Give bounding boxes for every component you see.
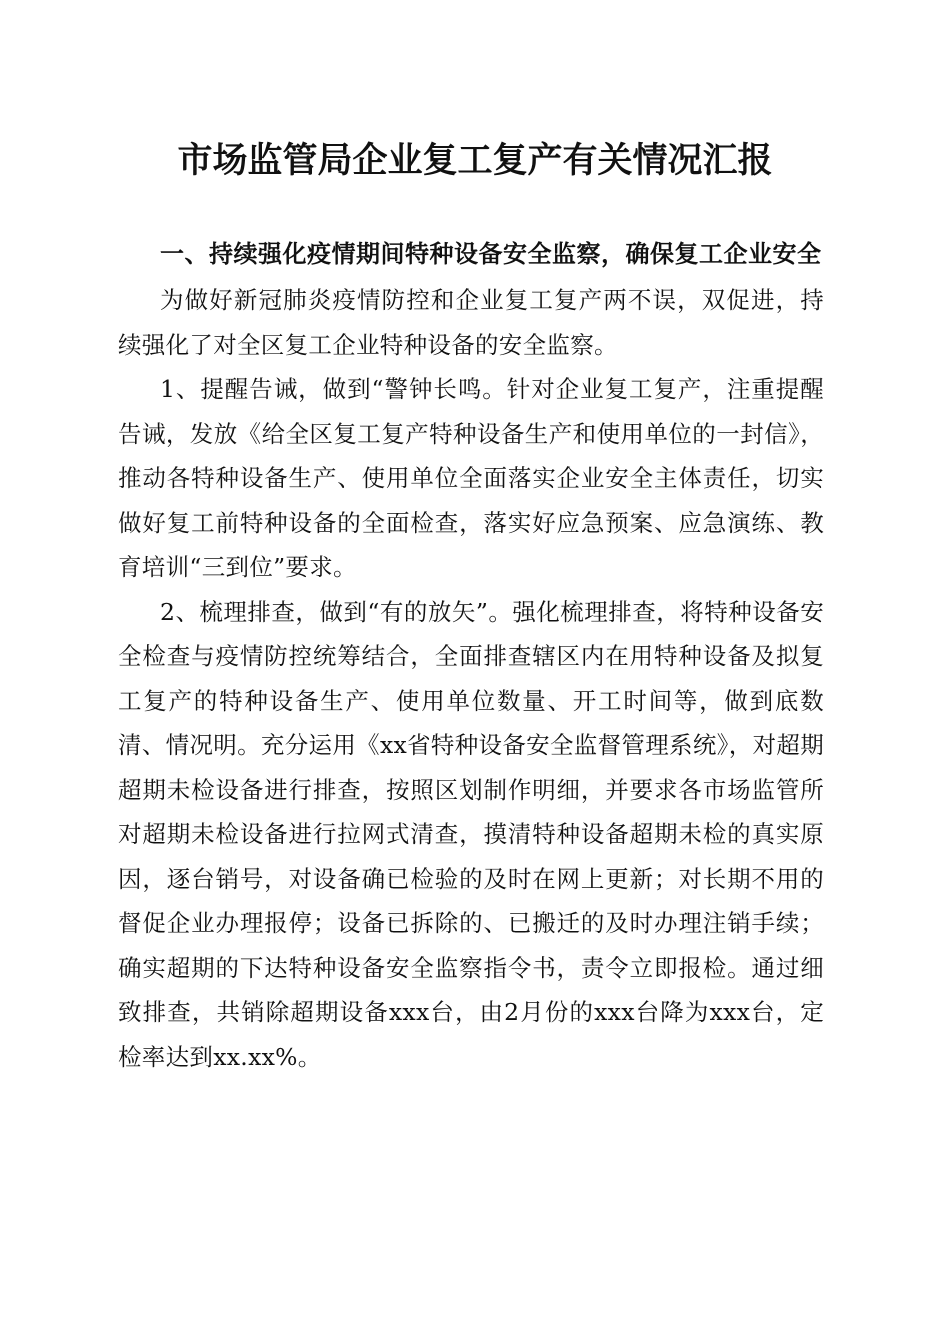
section-heading: 一、持续强化疫情期间特种设备安全监察，确保复工企业安全 [160, 240, 822, 268]
paragraph-inspection: 2、梳理排查，做到“有的放矢”。强化梳理排查，将特种设备安全检查与疫情防控统筹结合，全面排查辖区内在用特种设备及拟复工复产的特种设备生产、使用单位数量、开工时间等，做到底数清、情况明。充分运用《xx省特种设备安全监督管理系统》，对超期超期未检设备进行排查，按照区划制作明细，并要求各市场监管所对超期未检设备进行拉网式清查，摸清特种设备超期未检的真实原因，逐台销号，对设备确已检验的及时在网上更新；对长期不用的督促企业办理报停；设备已拆除的、已搬迁的及时办理注销手续；确实超期的下达特种设备安全监察指令书，责令立即报检。通过细致排查，共销除超期设备xxx台，由2月份的xxx台降为xxx台，定检率达到xx.xx%。 [118, 597, 824, 1071]
document-body [118, 232, 824, 1079]
paragraph-intro: 为做好新冠肺炎疫情防控和企业复工复产两不误，双促进，持续强化了对全区复工企业特种设备的安全监察。 [118, 286, 824, 359]
paragraph-reminder: 1、提醒告诫，做到“警钟长鸣。针对企业复工复产，注重提醒告诫，发放《给全区复工复产特种设备生产和使用单位的一封信》，推动各特种设备生产、使用单位全面落实企业安全主体责任，切实做好复工前特种设备的全面检查，落实好应急预案、应急演练、教育培训“三到位”要求。 [118, 375, 824, 581]
document-title: 市场监管局企业复工复产有关情况汇报 [177, 140, 773, 181]
